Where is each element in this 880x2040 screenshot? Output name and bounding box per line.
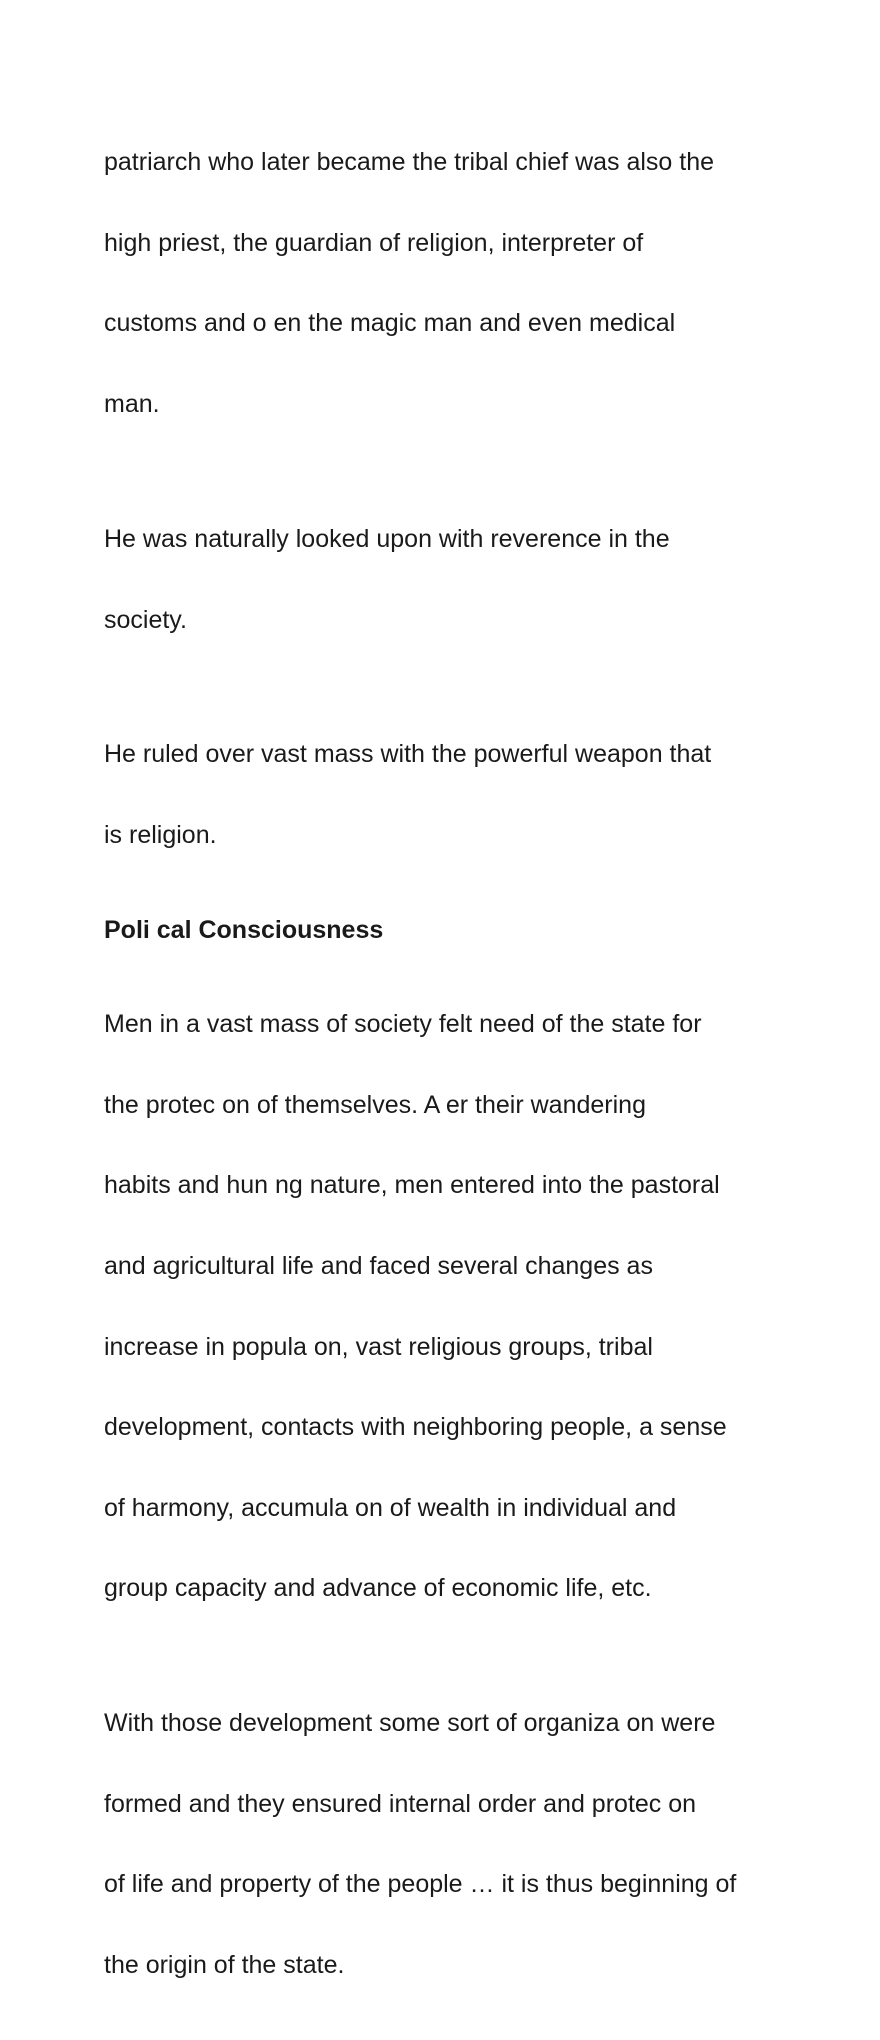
text-line: With those development some sort of organiza on were: [104, 1709, 716, 1738]
text-line: man.: [104, 390, 160, 419]
text-line: habits and hun ng nature, men entered into the pastoral: [104, 1171, 720, 1200]
document-page: [104, 102, 804, 2040]
text-line: development, contacts with neighboring people, a sense: [104, 1413, 727, 1442]
paragraph-religion-chief: [104, 102, 804, 465]
paragraph-reverence: [104, 479, 804, 680]
text-line: the protec on of themselves. A er their wandering: [104, 1090, 646, 1119]
text-line: of life and property of the people … it is thus beginning of: [104, 1870, 737, 1899]
text-line: patriarch who later became the tribal chief was also the: [104, 148, 715, 177]
text-line: is religion.: [104, 821, 217, 850]
text-line: of harmony, accumula on of wealth in individual and: [104, 1493, 677, 1522]
paragraph-state-need: [104, 964, 804, 1649]
text-line: He ruled over vast mass with the powerful weapon that: [104, 740, 712, 769]
paragraph-ruled-religion: [104, 694, 804, 895]
text-line: and agricultural life and faced several changes as: [104, 1252, 653, 1281]
section-heading: Poli cal Consciousness: [104, 915, 384, 944]
text-line: customs and o en the magic man and even medical: [104, 309, 676, 338]
text-line: Men in a vast mass of society felt need of the state for: [104, 1010, 702, 1039]
text-line: high priest, the guardian of religion, interpreter of: [104, 228, 644, 257]
text-line: He was naturally looked upon with reverence in the: [104, 524, 670, 553]
text-line: group capacity and advance of economic life, etc.: [104, 1574, 652, 1603]
text-line: the origin of the state.: [104, 1951, 345, 1980]
text-line: increase in popula on, vast religious groups, tribal: [104, 1332, 653, 1361]
paragraph-origin-state: [104, 1663, 804, 2026]
text-line: formed and they ensured internal order and protec on: [104, 1789, 697, 1818]
text-line: society.: [104, 605, 187, 634]
